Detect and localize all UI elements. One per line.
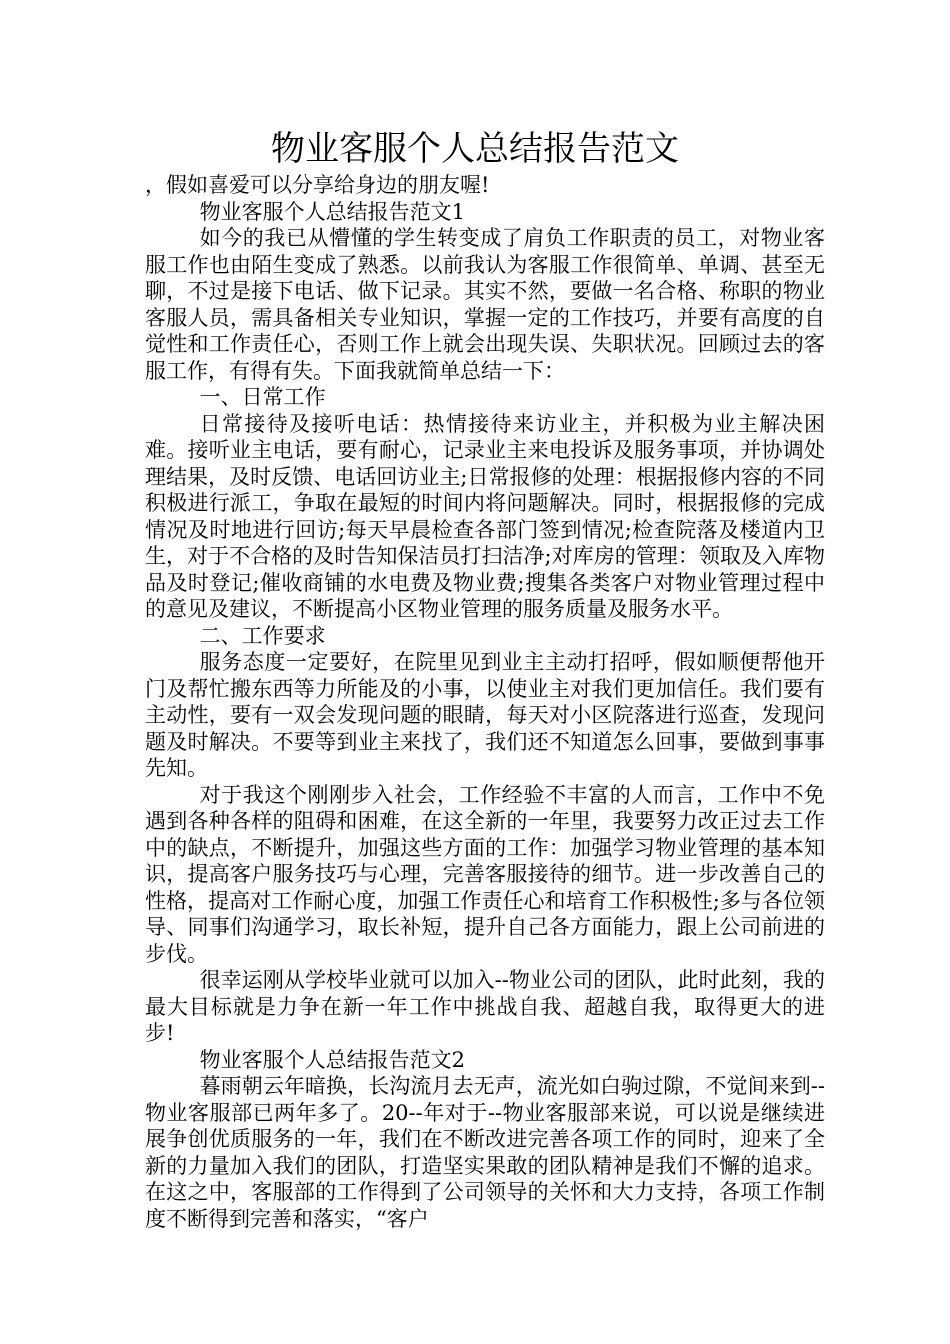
document-title: 物业客服个人总结报告范文 bbox=[271, 129, 679, 169]
paragraph: 很幸运刚从学校毕业就可以加入--物业公司的团队，此时此刻，我的最大目标就是力争在新一年工作中挑战自我、超越自我，取得更大的进步! bbox=[145, 968, 825, 1045]
paragraph: 物业客服个人总结报告范文1 bbox=[199, 199, 465, 224]
paragraph: 暮雨朝云年暗换，长沟流月去无声，流光如白驹过隙，不觉间来到--物业客服部已两年多了。20--年对于--物业客服部来说，可以说是继续进展争创优质服务的一年，我们在不断改进完善各项工作的同时，迎来了全新的力量加入我们的团队，打造坚实果敢的团队精神是我们不懈的追求。在这之中，客服部的工作得到了公司领导的关怀和大力支持，各项工作制度不断得到完善和落实，“客户 bbox=[145, 1074, 825, 1231]
paragraph: 二、工作要求 bbox=[199, 623, 326, 648]
paragraph: 如今的我已从懵懂的学生转变成了肩负工作职责的员工，对物业客服工作也由陌生变成了熟悉。以前我认为客服工作很简单、单调、甚至无聊，不过是接下电话、做下记录。其实不然，要做一名合格、称职的物业客服人员，需具备相关专业知识，掌握一定的工作技巧，并要有高度的自觉性和工作责任心，否则工作上就会出现失误、失职状况。回顾过去的客服工作，有得有失。下面我就简单总结一下： bbox=[145, 226, 825, 383]
paragraph: 对于我这个刚刚步入社会，工作经验不丰富的人而言，工作中不免遇到各种各样的阻碍和困难，在这全新的一年里，我要努力改正过去工作中的缺点，不断提升，加强这些方面的工作：加强学习物业管理的基本知识，提高客户服务技巧与心理，完善客服接待的细节。进一步改善自己的性格，提高对工作耐心度，加强工作责任心和培育工作积极性;多与各位领导、同事们沟通学习，取长补短，提升自己各方面能力，跟上公司前进的步伐。 bbox=[145, 782, 825, 966]
paragraph: ，假如喜爱可以分享给身边的朋友喔! bbox=[145, 173, 490, 197]
paragraph: 日常接待及接听电话：热情接待来访业主，并积极为业主解决困难。接听业主电话，要有耐心，记录业主来电投诉及服务事项，并协调处理结果，及时反馈、电话回访业主;日常报修的处理：根据报修内容的不同积极进行派工，争取在最短的时间内将问题解决。同时，根据报修的完成情况及时地进行回访;每天早晨检查各部门签到情况;检查院落及楼道内卫生，对于不合格的及时告知保洁员打扫洁净;对库房的管理：领取及入库物品及时登记;催收商铺的水电费及物业费;搜集各类客户对物业管理过程中的意见及建议，不断提高小区物业管理的服务质量及服务水平。 bbox=[145, 411, 825, 621]
paragraph: 服务态度一定要好，在院里见到业主主动打招呼，假如顺便帮他开门及帮忙搬东西等力所能及的小事，以使业主对我们更加信任。我们要有主动性，要有一双会发现问题的眼睛，每天对小区院落进行巡查，发现问题及时解决。不要等到业主来找了，我们还不知道怎么回事，要做到事事先知。 bbox=[145, 650, 825, 780]
paragraph: 一、日常工作 bbox=[199, 385, 326, 409]
paragraph: 物业客服个人总结报告范文2 bbox=[199, 1047, 465, 1072]
document-body bbox=[145, 172, 825, 1232]
